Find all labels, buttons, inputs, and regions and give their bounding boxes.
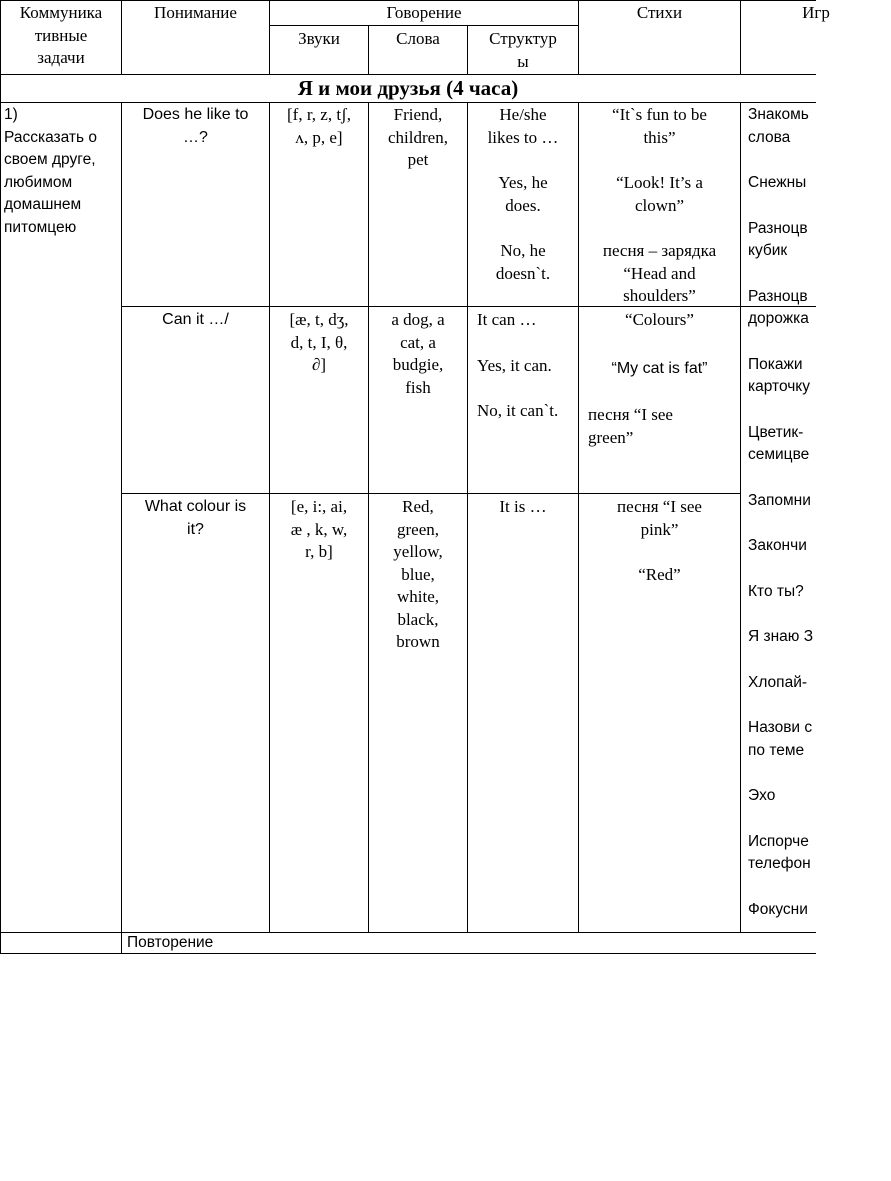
row1-poems bbox=[579, 104, 740, 308]
task-cell bbox=[4, 104, 121, 239]
header-games-label: Игр bbox=[802, 3, 830, 22]
games-line: по теме bbox=[748, 741, 805, 759]
spacer bbox=[748, 399, 816, 422]
words-line: blue, bbox=[401, 564, 435, 584]
spacer bbox=[748, 195, 816, 218]
row1-structures bbox=[468, 104, 578, 285]
poems-line: “Look! It’s a bbox=[616, 173, 703, 192]
sounds-line: [e, i:, ai, bbox=[290, 497, 348, 516]
spacer bbox=[748, 694, 816, 717]
table-border-top bbox=[0, 0, 816, 1]
games-cell bbox=[748, 104, 816, 921]
sounds-line: æ , k, w, bbox=[290, 519, 348, 539]
sounds-line: [æ, t, dʒ, bbox=[289, 310, 349, 329]
spacer bbox=[748, 808, 816, 831]
spacer bbox=[748, 512, 816, 535]
spacer bbox=[579, 217, 740, 240]
words-line: yellow, bbox=[393, 542, 443, 561]
words-line: cat, a bbox=[400, 332, 436, 352]
words-line: white, bbox=[396, 587, 440, 606]
task-line: питомцею bbox=[4, 218, 77, 236]
poems-line: this” bbox=[643, 127, 676, 147]
header-sounds-label: Звуки bbox=[298, 29, 340, 48]
row3-poems bbox=[579, 496, 740, 587]
words-line: green, bbox=[396, 519, 439, 539]
poems-line: shoulders” bbox=[623, 286, 696, 305]
sounds-line: [f, r, z, tʃ, bbox=[287, 105, 351, 124]
words-line: Red, bbox=[402, 497, 434, 516]
row3-understanding bbox=[122, 496, 269, 541]
spacer bbox=[579, 149, 740, 172]
poems-line: “Head and bbox=[623, 263, 696, 283]
poems-line: песня “I see bbox=[588, 405, 673, 424]
games-line: Цветик- bbox=[748, 423, 804, 441]
games-line: Разноцв bbox=[748, 287, 808, 305]
poems-line: “Colours” bbox=[625, 310, 694, 329]
header-understanding bbox=[122, 2, 269, 25]
spacer bbox=[748, 331, 816, 354]
structures-line: does. bbox=[505, 195, 541, 215]
structures-line: doesn`t. bbox=[495, 263, 551, 283]
header-communicative-tasks bbox=[1, 2, 121, 70]
spacer bbox=[748, 263, 816, 286]
words-line: brown bbox=[396, 632, 440, 651]
header-understanding-label: Понимание bbox=[154, 3, 237, 22]
section-title: Я и мои друзья (4 часа) bbox=[297, 76, 519, 100]
games-line: Я знаю З bbox=[748, 628, 814, 645]
games-line: дорожка bbox=[748, 310, 809, 327]
header-poems-label: Стихи bbox=[636, 3, 683, 22]
spacer bbox=[748, 876, 816, 899]
games-line: Разноцв bbox=[748, 219, 808, 237]
games-line: Снежны bbox=[748, 174, 807, 191]
row3-words bbox=[369, 496, 467, 654]
header-communicative-line: тивные bbox=[34, 25, 88, 45]
task-line: домашнем bbox=[4, 196, 82, 213]
sounds-line: ∂] bbox=[311, 355, 327, 374]
poems-line: pink” bbox=[640, 519, 679, 539]
header-speaking-divider bbox=[269, 25, 578, 26]
poems-line: “It`s fun to be bbox=[612, 105, 707, 124]
header-poems bbox=[579, 2, 740, 25]
spacer bbox=[468, 217, 578, 240]
games-line: Покажи bbox=[748, 355, 803, 373]
header-structures-line: Структур bbox=[489, 29, 557, 48]
words-line: a dog, a bbox=[391, 310, 445, 329]
games-line: кубик bbox=[748, 242, 788, 259]
games-line: телефон bbox=[748, 855, 811, 872]
col-line-6b bbox=[740, 102, 741, 933]
header-words bbox=[369, 28, 467, 51]
spacer bbox=[477, 377, 578, 400]
spacer bbox=[748, 558, 816, 581]
spacer bbox=[477, 332, 578, 355]
row1-understanding bbox=[122, 104, 269, 149]
task-line: своем друге, bbox=[4, 151, 96, 168]
header-communicative-line: Коммуника bbox=[19, 3, 103, 22]
games-line: Хлопай- bbox=[748, 673, 808, 691]
poems-line: clown” bbox=[634, 195, 685, 215]
poems-line: песня – зарядка bbox=[602, 241, 717, 260]
structures-line: Yes, it can. bbox=[477, 355, 552, 375]
header-sounds bbox=[270, 28, 368, 51]
poems-line: “Red” bbox=[638, 565, 681, 584]
spacer bbox=[748, 467, 816, 490]
row2-understanding bbox=[122, 309, 269, 332]
spacer bbox=[748, 149, 816, 172]
spacer bbox=[468, 149, 578, 172]
spacer bbox=[748, 762, 816, 785]
games-line: Закончи bbox=[748, 537, 807, 554]
row3-structures bbox=[468, 496, 578, 519]
row1-words bbox=[369, 104, 467, 172]
games-line: Фокусни bbox=[748, 900, 808, 918]
header-structures bbox=[468, 28, 578, 73]
repeat-label: Повторение bbox=[127, 934, 214, 951]
structures-line: No, he bbox=[500, 241, 546, 260]
title-bottom-line bbox=[0, 102, 816, 103]
games-line: Кто ты? bbox=[748, 582, 804, 600]
spacer bbox=[748, 603, 816, 626]
understanding-line: Can it …/ bbox=[162, 311, 229, 328]
row2-bottom-line bbox=[121, 493, 740, 494]
words-line: fish bbox=[405, 377, 431, 397]
words-line: children, bbox=[388, 127, 448, 147]
header-communicative-line: задачи bbox=[37, 48, 85, 67]
row2-structures bbox=[477, 309, 578, 423]
task-line: Рассказать о bbox=[4, 128, 97, 146]
games-line: слова bbox=[748, 128, 791, 146]
header-structures-line: ы bbox=[517, 51, 529, 71]
header-games bbox=[741, 2, 891, 25]
poems-line: песня “I see bbox=[617, 497, 702, 516]
words-line: pet bbox=[407, 150, 429, 169]
structures-line: No, it can`t. bbox=[477, 401, 559, 420]
words-line: black, bbox=[397, 609, 439, 629]
words-line: budgie, bbox=[392, 355, 444, 374]
row2-sounds bbox=[270, 309, 368, 377]
table-border-bottom bbox=[0, 953, 816, 954]
sounds-line: r, b] bbox=[305, 542, 333, 561]
games-line: карточку bbox=[748, 378, 811, 395]
header-speaking-label: Говорение bbox=[386, 3, 462, 22]
row2-poems bbox=[579, 309, 740, 449]
sounds-line: ʌ, p, e] bbox=[295, 127, 343, 147]
structures-line: likes to … bbox=[487, 127, 559, 147]
row2-words bbox=[369, 309, 467, 399]
games-line: Назови с bbox=[748, 719, 813, 736]
row1-sounds bbox=[270, 104, 368, 149]
table-border-left bbox=[0, 0, 1, 954]
understanding-line: it? bbox=[187, 520, 204, 538]
poems-line: “My cat is fat” bbox=[611, 359, 708, 377]
games-line: Запомни bbox=[748, 491, 811, 509]
repeat-row bbox=[127, 933, 527, 953]
poems-line: green” bbox=[588, 427, 634, 447]
structures-line: It can … bbox=[477, 310, 537, 329]
structures-line: He/she bbox=[499, 105, 547, 124]
header-speaking bbox=[270, 2, 578, 25]
understanding-line: What colour is bbox=[144, 498, 247, 515]
games-line: Знакомь bbox=[748, 106, 809, 123]
understanding-line: …? bbox=[183, 128, 208, 146]
understanding-line: Does he like to bbox=[142, 106, 249, 123]
header-words-label: Слова bbox=[396, 29, 440, 48]
spacer bbox=[748, 649, 816, 672]
task-line: любимом bbox=[4, 173, 73, 191]
games-line: Эхо bbox=[748, 787, 776, 804]
spacer bbox=[579, 541, 740, 564]
games-line: Испорче bbox=[748, 832, 809, 850]
row3-sounds bbox=[270, 496, 368, 564]
sounds-line: d, t, I, θ, bbox=[290, 332, 348, 352]
words-line: Friend, bbox=[393, 105, 443, 124]
structures-line: Yes, he bbox=[498, 173, 548, 192]
games-line: семицве bbox=[748, 446, 810, 463]
task-line: 1) bbox=[4, 106, 18, 123]
structures-line: It is … bbox=[499, 497, 547, 516]
